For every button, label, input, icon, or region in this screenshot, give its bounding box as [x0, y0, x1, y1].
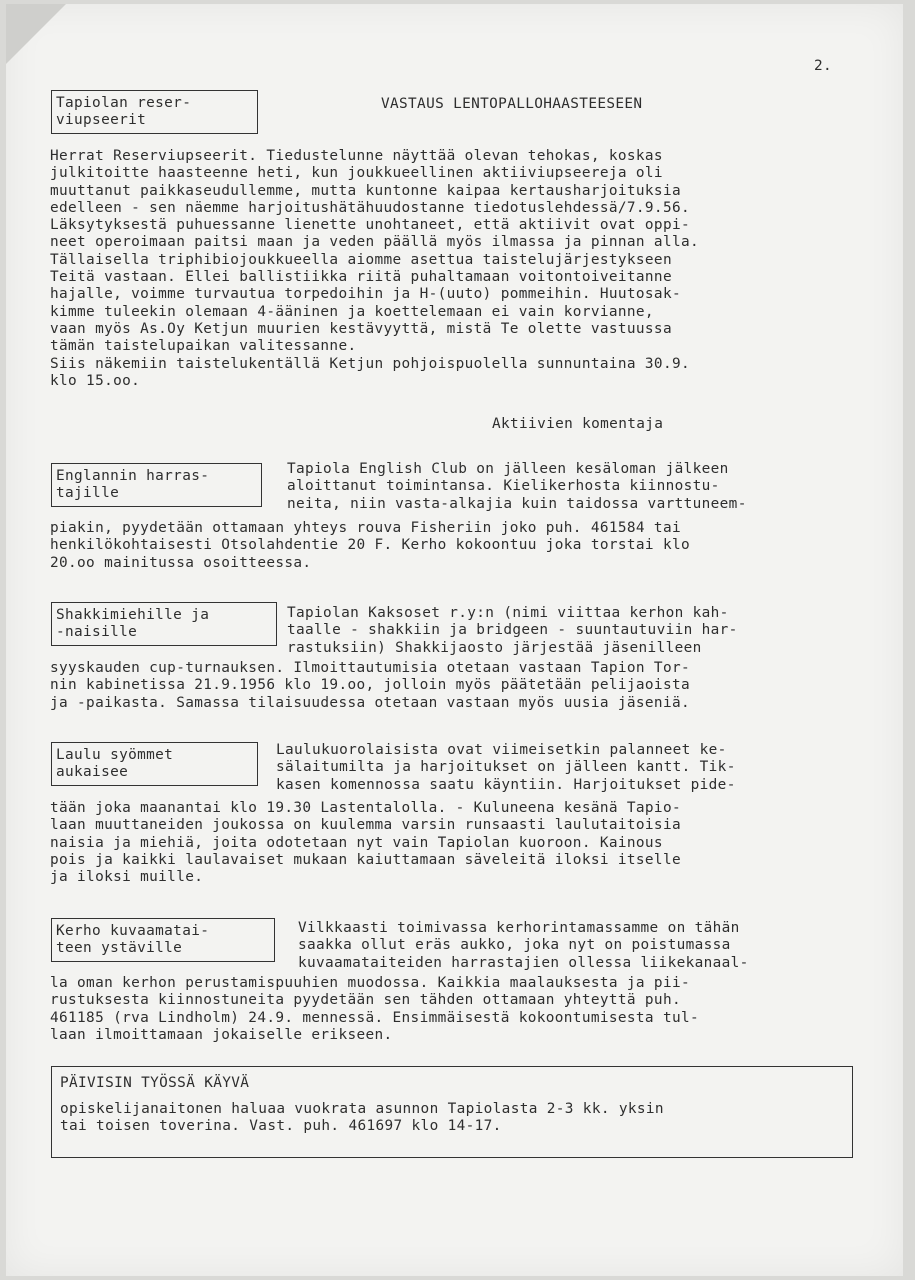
- section-label-reserve-officers: Tapiolan reser- viupseerit: [51, 90, 258, 134]
- section-label-english-club: Englannin harras- tajille: [51, 463, 262, 507]
- section-beside-choir: Laulukuorolaisista ovat viimeisetkin palanneet ke- sälaitumilta ja harjoitukset on jälleen kantt. Tik- kasen komennossa saatu käyntiin. Harjoitukset pide-: [276, 742, 736, 793]
- section-text-english-club: piakin, pyydetään ottamaan yhteys rouva Fisheriin joko puh. 461584 tai henkilökohtaisesti Otsolahdentie 20 F. Kerho kokoontuu joka torstai klo 20.oo mainitussa osoitteessa.: [50, 520, 690, 571]
- section-beside-chess: Tapiolan Kaksoset r.y:n (nimi viittaa kerhon kah- taalle - shakkiin ja bridgeen - suuntautuviin har- rastuksiin) Shakkijaosto järjestää jäsenilleen: [287, 605, 738, 656]
- section-text-reserve-officers: Herrat Reserviupseerit. Tiedustelunne näyttää olevan tehokas, koskas julkitoitte haasteenne heti, kun joukkueellinen aktiiviupseereja oli muuttanut paikkaseudullemme, mutta kuntonne kaipaa kertausharjoituksia edelleen - sen näemme harjoitushätähuudostanne tiedotuslehdessä/7.9.56. Läksytyksestä puhuessanne lienette unohtaneet, että aktiivit ovat oppi- neet operoimaan paitsi maan ja veden päällä myös ilmassa ja pinnan alla. Tällaisella triphibiojoukkueella aiomme asettua taistelujärjestykseen Teitä vastaan. Ellei ballistiikka riitä puhaltamaan voitontoiveitanne hajalle, voimme turvautua torpedoihin ja H-(uuto) pommeihin. Huutosak- kimme tuleekin olemaan 4-ääninen ja koettelemaan ei vain korvianne, vaan myös As.Oy Ketjun muurien kestävyyttä, mistä Te olette vastuussa tämän taistelupaikan valitessanne. Siis näkemiin taistelukentällä Ketjun pohjoispuolella sunnuntaina 30.9. klo 15.oo.: [50, 148, 699, 389]
- section-beside-art-club: Vilkkaasti toimivassa kerhorintamassamme on tähän saakka ollut eräs aukko, joka nyt on poistumassa kuvaamataiteiden harrastajien ollessa liikekanaal-: [298, 920, 749, 971]
- folded-corner: [6, 4, 66, 64]
- page-number: 2.: [814, 58, 833, 74]
- section-text-art-club: la oman kerhon perustamispuuhien muodossa. Kaikkia maalauksesta ja pii- rustuksesta kiinnostuneita pyydetään sen tähden ottamaan yhteyttä puh. 461185 (rva Lindholm) 24.9. mennessä. Ensimmäisestä kokoontumisesta tul- laan ilmoittamaan jokaiselle erikseen.: [50, 975, 699, 1043]
- section-label-chess: Shakkimiehille ja -naisille: [51, 602, 277, 646]
- section-text-chess: syyskauden cup-turnauksen. Ilmoittautumisia otetaan vastaan Tapion Tor- nin kabinetissa 21.9.1956 klo 19.oo, jolloin myös päätetään pelijaoista ja -paikasta. Samassa tilaisuudessa otetaan vastaan myös uusia jäseniä.: [50, 660, 690, 711]
- ad-text: opiskelijanaitonen haluaa vuokrata asunnon Tapiolasta 2-3 kk. yksin tai toisen toverina. Vast. puh. 461697 klo 14-17.: [60, 1101, 664, 1135]
- section-label-art-club: Kerho kuvaamatai- teen ystäville: [51, 918, 275, 962]
- section-label-choir: Laulu syömmet aukaisee: [51, 742, 258, 786]
- signature: Aktiivien komentaja: [492, 416, 664, 432]
- classified-ad-box: [51, 1066, 853, 1158]
- section-heading: VASTAUS LENTOPALLOHAASTEESEEN: [381, 96, 643, 112]
- section-beside-english-club: Tapiola English Club on jälleen kesäloman jälkeen aloittanut toimintansa. Kielikerhosta kiinnostu- neita, niin vasta-alkajia kuin taidossa varttuneem-: [287, 461, 747, 512]
- section-text-choir: tään joka maanantai klo 19.30 Lastentalolla. - Kuluneena kesänä Tapio- laan muuttaneiden joukossa on kuulemma varsin runsaasti laulutaitoisia naisia ja miehiä, joita odotetaan nyt vain Tapiolan kuoroon. Kainous pois ja kaikki laulavaiset mukaan kaiuttamaan säveleitä iloksi itselle ja iloksi muille.: [50, 800, 681, 886]
- ad-title: PÄIVISIN TYÖSSÄ KÄYVÄ: [60, 1075, 250, 1091]
